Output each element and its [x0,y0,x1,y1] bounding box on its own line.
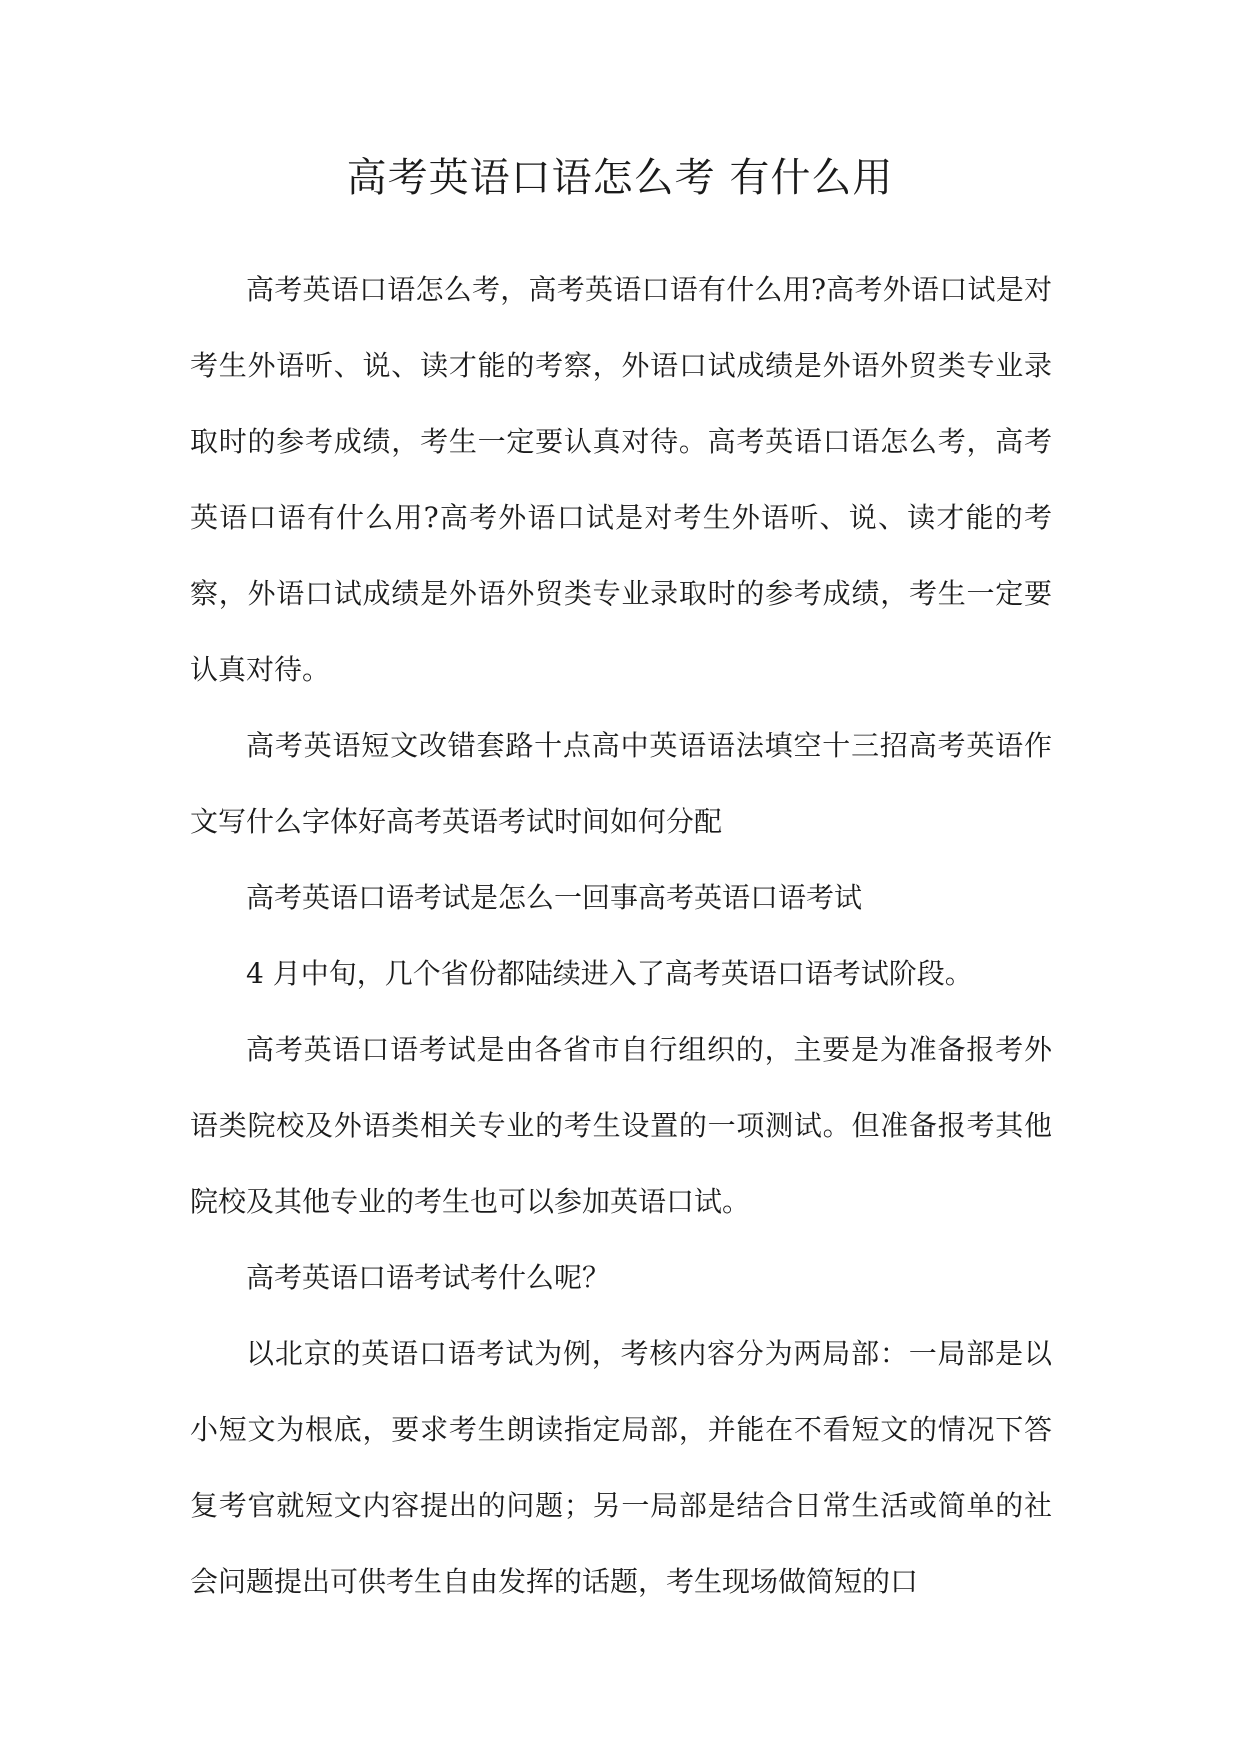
paragraph: 高考英语短文改错套路十点高中英语语法填空十三招高考英语作文写什么字体好高考英语考试时间如何分配 [190,729,1052,838]
document-body [190,252,1052,1620]
paragraph: 4 月中旬，几个省份都陆续进入了高考英语口语考试阶段。 [246,957,973,990]
paragraph: 高考英语口语考试是怎么一回事高考英语口语考试 [246,881,863,914]
paragraph: 高考英语口语考试考什么呢？ [246,1261,611,1294]
paragraph: 以北京的英语口语考试为例，考核内容分为两局部：一局部是以小短文为根底，要求考生朗读指定局部，并能在不看短文的情况下答复考官就短文内容提出的问题；另一局部是结合日常生活或简单的社会问题提出可供考生自由发挥的话题，考生现场做简短的口 [190,1337,1052,1598]
document-title: 高考英语口语怎么考 有什么用 [346,155,894,201]
paragraph: 高考英语口语怎么考，高考英语口语有什么用?高考外语口试是对考生外语听、说、读才能的考察，外语口试成绩是外语外贸类专业录取时的参考成绩，考生一定要认真对待。高考英语口语怎么考，高考英语口语有什么用?高考外语口试是对考生外语听、说、读才能的考察，外语口试成绩是外语外贸类专业录取时的参考成绩，考生一定要认真对待。 [190,273,1052,686]
paragraph: 高考英语口语考试是由各省市自行组织的，主要是为准备报考外语类院校及外语类相关专业的考生设置的一项测试。但准备报考其他院校及其他专业的考生也可以参加英语口试。 [190,1033,1052,1218]
